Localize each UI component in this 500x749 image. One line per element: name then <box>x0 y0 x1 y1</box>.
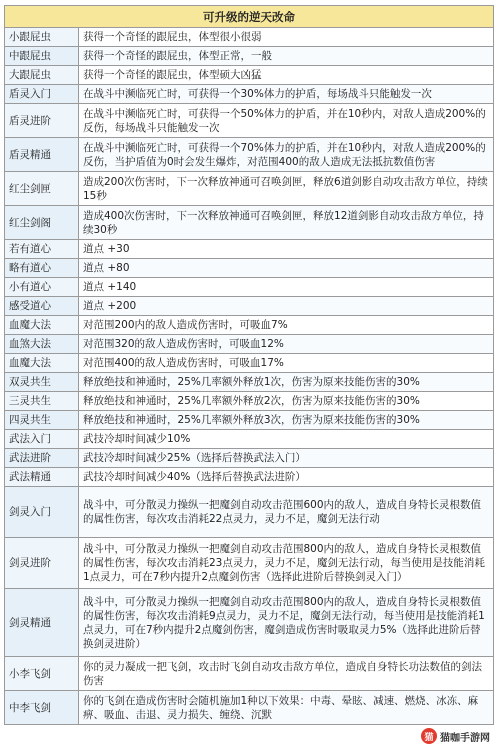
skill-description: 对范围400的敌人造成伤害时，可吸血17% <box>79 354 494 373</box>
skill-description: 造成200次伤害时，下一次释放神通可召唤剑匣，释放6道剑影自动攻击敌方单位，持续15秒 <box>79 172 494 206</box>
skill-name: 剑灵精通 <box>5 589 79 657</box>
skill-description: 道点 +80 <box>79 259 494 278</box>
skill-description: 在战斗中濒临死亡时，可获得一个30%体力的护盾，每场战斗只能触发一次 <box>79 85 494 104</box>
skill-description: 武技冷却时间减少10% <box>79 430 494 449</box>
skill-description: 战斗中，可分散灵力操纵一把魔剑自动攻击范围800内的敌人，造成自身特长灵根数值的属性伤害，每次攻击消耗9点灵力，灵力不足，魔剑无法行动，每当使用是技能消耗1点灵力，可在7秒内提升2点魔剑伤害，魔剑造成伤害时吸取灵力5%（选择此进阶后替换剑灵进阶） <box>79 589 494 657</box>
table-row <box>5 487 494 538</box>
skill-description: 武技冷却时间减少40%（选择后替换武法进阶） <box>79 468 494 487</box>
skill-name: 剑灵入门 <box>5 487 79 538</box>
table-row <box>5 278 494 297</box>
skill-name: 双灵共生 <box>5 373 79 392</box>
table-row <box>5 335 494 354</box>
skill-description: 你的灵力凝成一把飞剑，攻击时飞剑自动攻击敌方单位，造成自身特长功法数值的剑法伤害 <box>79 657 494 691</box>
table-row <box>5 259 494 278</box>
site-watermark <box>417 727 494 745</box>
skill-description: 道点 +200 <box>79 297 494 316</box>
skill-description: 武技冷却时间减少25%（选择后替换武法入门） <box>79 449 494 468</box>
skill-name: 血煞大法 <box>5 335 79 354</box>
skill-name: 武法进阶 <box>5 449 79 468</box>
skill-name: 剑灵进阶 <box>5 538 79 589</box>
table-row <box>5 691 494 725</box>
skill-description: 你的飞剑在造成伤害时会随机施加1种以下效果：中毒、晕眩、减速、燃烧、冰冻、麻痹、吸血、击退、灵力损失、缠绕、沉默 <box>79 691 494 725</box>
skill-name: 三灵共生 <box>5 392 79 411</box>
table-row <box>5 104 494 138</box>
watermark-text: 猫咖手游网 <box>440 732 490 744</box>
table-row <box>5 85 494 104</box>
table-row <box>5 392 494 411</box>
skill-name: 红尘剑阁 <box>5 206 79 240</box>
table-row <box>5 66 494 85</box>
skill-description: 道点 +30 <box>79 240 494 259</box>
skill-name: 小李飞剑 <box>5 657 79 691</box>
skill-name: 血魔大法 <box>5 316 79 335</box>
table-row <box>5 240 494 259</box>
table-row <box>5 297 494 316</box>
skill-description: 战斗中，可分散灵力操纵一把魔剑自动攻击范围800内的敌人，造成自身特长灵根数值的属性伤害，每次攻击消耗23点灵力，灵力不足，魔剑无法行动，每当使用是技能消耗1点灵力，可在7秒内提升2点魔剑伤害（选择此进阶后替换剑灵入门） <box>79 538 494 589</box>
skill-name: 武法精通 <box>5 468 79 487</box>
skill-name: 盾灵精通 <box>5 138 79 172</box>
skill-name: 中李飞剑 <box>5 691 79 725</box>
skill-description: 获得一个奇怪的跟屁虫，体型正常，一般 <box>79 47 494 66</box>
table-row <box>5 28 494 47</box>
skill-name: 武法入门 <box>5 430 79 449</box>
table-row <box>5 538 494 589</box>
table-row <box>5 316 494 335</box>
table-body <box>5 28 494 725</box>
skill-description: 获得一个奇怪的跟屁虫，体型硕大凶猛 <box>79 66 494 85</box>
table-row <box>5 657 494 691</box>
skill-table <box>4 5 494 725</box>
table-row <box>5 47 494 66</box>
table-row <box>5 411 494 430</box>
skill-description: 释放绝技和神通时，25%几率额外释放2次，伤害为原来技能伤害的30% <box>79 392 494 411</box>
table-row <box>5 206 494 240</box>
skill-description: 造成400次伤害时，下一次释放神通可召唤剑匣，释放12道剑影自动攻击敌方单位，持续30秒 <box>79 206 494 240</box>
skill-description: 对范围200内的敌人造成伤害时，可吸血7% <box>79 316 494 335</box>
skill-description: 在战斗中濒临死亡时，可获得一个50%体力的护盾，并在10秒内，对敌人造成200%的反伤，每场战斗只能触发一次 <box>79 104 494 138</box>
skill-name: 盾灵进阶 <box>5 104 79 138</box>
skill-name: 血魔大法 <box>5 354 79 373</box>
skill-description: 战斗中，可分散灵力操纵一把魔剑自动攻击范围600内的敌人，造成自身特长灵根数值的属性伤害，每次攻击消耗22点灵力，灵力不足，魔剑无法行动 <box>79 487 494 538</box>
skill-name: 四灵共生 <box>5 411 79 430</box>
skill-description: 在战斗中濒临死亡时，可获得一个70%体力的护盾，并在10秒内，对敌人造成200%的反伤，当护盾值为0时会发生爆炸，对范围400的敌人造成无法抵抗数值伤害 <box>79 138 494 172</box>
table-row <box>5 354 494 373</box>
table-row <box>5 449 494 468</box>
table-row <box>5 138 494 172</box>
skill-description: 道点 +140 <box>79 278 494 297</box>
skill-description: 获得一个奇怪的跟屁虫，体型很小很弱 <box>79 28 494 47</box>
skill-name: 中跟屁虫 <box>5 47 79 66</box>
table-row <box>5 172 494 206</box>
site-logo-icon: 猫 <box>421 728 437 744</box>
table-row <box>5 589 494 657</box>
table-row <box>5 373 494 392</box>
skill-name: 略有道心 <box>5 259 79 278</box>
skill-name: 小有道心 <box>5 278 79 297</box>
table-row <box>5 430 494 449</box>
skill-description: 对范围320的敌人造成伤害时，可吸血12% <box>79 335 494 354</box>
skill-description: 释放绝技和神通时，25%几率额外释放1次，伤害为原来技能伤害的30% <box>79 373 494 392</box>
skill-name: 盾灵入门 <box>5 85 79 104</box>
skill-name: 红尘剑匣 <box>5 172 79 206</box>
skill-name: 小跟屁虫 <box>5 28 79 47</box>
table-row <box>5 468 494 487</box>
table-title: 可升级的逆天改命 <box>5 6 494 28</box>
skill-name: 大跟屁虫 <box>5 66 79 85</box>
skill-name: 感受道心 <box>5 297 79 316</box>
skill-description: 释放绝技和神通时，25%几率额外释放3次，伤害为原来技能伤害的30% <box>79 411 494 430</box>
skill-name: 若有道心 <box>5 240 79 259</box>
